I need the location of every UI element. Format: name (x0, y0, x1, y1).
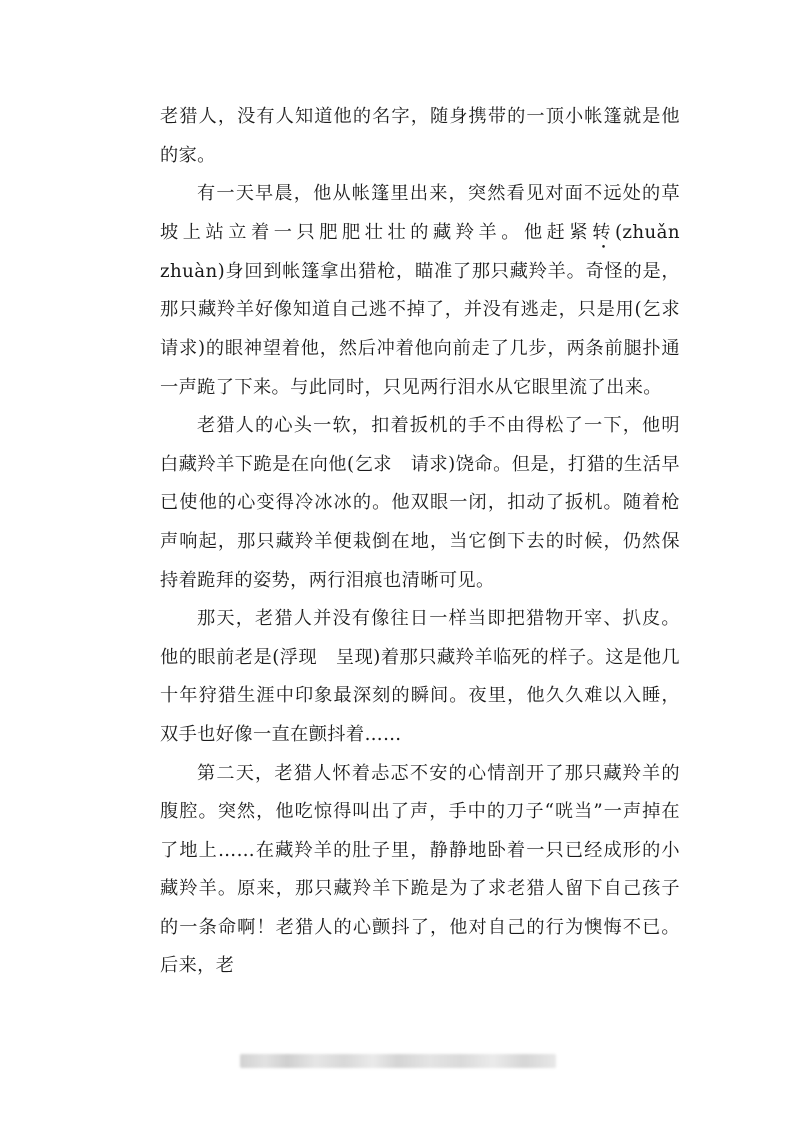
paragraph-2 (160, 175, 699, 407)
paragraph-2-part-2: (zhuǎn zhuàn)身回到帐篷拿出猎枪，瞄准了那只藏羚羊。奇怪的是，那只藏羚羊好像知道自己逃不掉了，并没有逃走，只是用(乞求 请求)的眼神望着他，然后冲着他向前走了几步，两条前腿扑通一声跪了下来。与此同时，只见两行泪水从它眼里流了出来。 (160, 221, 699, 398)
paragraph-4: 那天，老猎人并没有像往日一样当即把猎物开宰、扒皮。他的眼前老是(浮现 呈现)着那只藏羚羊临死的样子。这是他几十年狩猎生涯中印象最深刻的瞬间。夜里，他久久难以入睡，双手也好像一直在颤抖着…… (160, 608, 680, 745)
document-page (160, 98, 699, 986)
paragraph-3: 老猎人的心头一软，扣着扳机的手不由得松了一下，他明白藏羚羊下跪是在向他(乞求 请求)饶命。但是，打猎的生活早已使他的心变得冷冰冰的。他双眼一闭，扣动了扳机。随着枪声响起，那只藏羚羊便栽倒在地，当它倒下去的时候，仍然保持着跪拜的姿势，两行泪痕也清晰可见。 (160, 415, 680, 591)
paragraph-2-part-1: 有一天早晨，他从帐篷里出来，突然看见对面不远处的草坡上站立着一只肥肥壮壮的藏羚羊。他赶紧 (160, 183, 680, 243)
paragraph-1: 老猎人，没有人知道他的名字，随身携带的一顶小帐篷就是他的家。 (160, 106, 680, 166)
emphasized-character: 转 (592, 221, 615, 243)
paragraph-5: 第二天，老猎人怀着忐忑不安的心情剖开了那只藏羚羊的腹腔。突然，他吃惊得叫出了声，手中的刀子“咣当”一声掉在了地上……在藏羚羊的肚子里，静静地卧着一只已经成形的小藏羚羊。原来，那只藏羚羊下跪是为了求老猎人留下自己孩子的一条命啊！老猎人的心颤抖了，他对自己的行为懊悔不已。后来，老 (160, 762, 680, 977)
blurred-footer (240, 1054, 556, 1068)
